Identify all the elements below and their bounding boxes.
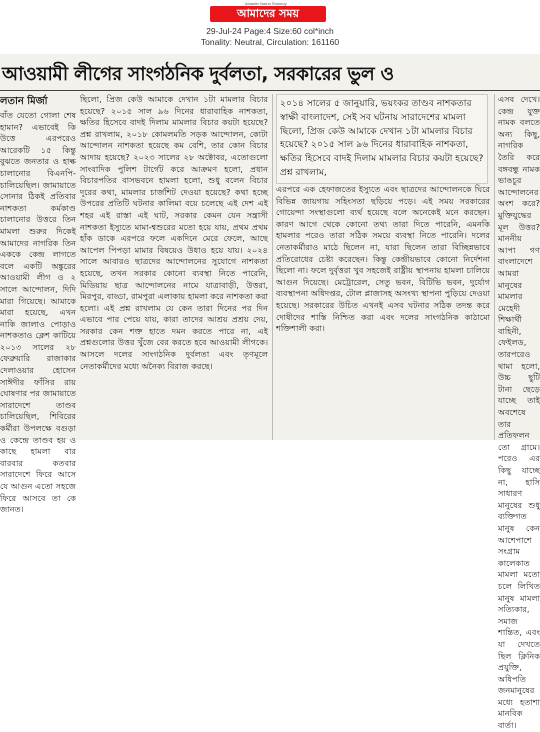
column-2-text: ছিলো, প্রিজ কেউ আমাকে দেখান ১টা মামলার বিচার হয়েছে? ২০১৫ সাল ৯৬ দিনের ধারাবাহিক নাশকতা, ক্ষতির হিসেবে বাদই দিলাম মামলার বিচার কয়টা হয়েছে? প্রশ্ন রাখলাম, ২০১৮ কোমলমতি সড়ক আন্দোলন, কোটা আন্দোলন নাশকতা হয়েছে কম বেশি, তার কোন বিচার আদায় হয়েছে? ২০২৩ সালের ২৮ অক্টোবর, এতোগুলো সাংবাদিক পুলিশ টার্গেট করে আক্রমণ হলো, প্রধান বিচারপতির বাসভবনে হামলা হলো, শুধু বলেন বিচার দূরের কথা, মামলার চার্জশিট দেওয়া হয়েছে? কথা হচ্ছে উপরের প্রতিটি ঘটনার কালিমা বয়ে চলেছে এই দেশ এই শহর এই রাস্তা এই ঘাট, সরকার কেমন যেন সন্ত্রাসী নাশকতা ইস্যুতে মামা-শ্বশুরের মতো হয়ে যায়, প্রথম প্রথম হাঁক ডাকে এরপরে ফলে একদিনে মেরে ফেলে, আছে আপেল পিপড়া মামার বিষয়েও উধাও হয়ে যায়। ২০২৪ সালে আবারও ছাত্রদের আন্দোলনের সুযোগে নাশকতা হয়েছে, তখন সরকার কোনো ব্যবস্থা নিতে পারেনি, মিডিয়ায় ছাত্র আন্দোলনের নামে যাত্রাবাড়ী, উত্তরা, মিরপুর, বাড্ডা, রামপুরা এলাকায় হামলা করে নাশকতা করা হলো। এই প্রশ্ন রাখলাম যে কেন তারা দিনের পর দিন এভাবে পার পেয়ে যায়, কারা তাদের আশ্রয় প্রশ্রয় দেয়, সরকার কেন শক্ত হাতে দমন করতে পারে না, এই প্রশ্নগুলোর উত্তর খুঁজে বের করতে হবে আওয়ামী লীগকে। আসলে দলের সাংগঠনিক দুর্বলতা এবং তৃণমূলে নেতাকর্মীদের মধ্যে অনৈক্য বিরাজ করছে। [80,94,268,371]
column-1-text: বাঁত যেতো গোলা শেষ হামান? এভাবেই কি উত্তে এরপরেও আরেকটি ১৫ কিন্তু বুঝতে জনতার ও হাল্ক চালানোর বিএনপি-চালিয়েছিল। জামায়াতে সোনার ঠিকই প্রতিবার নাশকতা কর্মকাণ্ড চালানোর উত্তরে তিন মামলা শুরুর দিকেই আমাদের নাগরিক তিন এককে কেন্দ্র লাগতে বলে একটি অঙ্কুরের আওয়ামী লীগ ও ২ সালে আন্দোলন, দিদি মারা গিয়েছে। আমাকে মারা হয়েছে, এখন নাকি জালাও পোড়াও নাশকতাও ক্লেশ কাটিয়ে ২০১৩ সালের ২৮ ফেব্রুয়ারি রাজাকার দেলাওয়ার হোসেন সাঈদীর ফাঁসির রায় ঘোষণার পর জামায়াতে সারাদেশে তাণ্ডব চালিয়েছিল, শিবিরের কর্মীরা উপলক্ষে বগুড়া ও কেন্দ্রে তাণ্ডব হয় ও কাছে হামলা বার বারবার কতবার সারাদেশে ফিরে আসে যে আগুন এতো সহজে ফিরে আসবে তা কে জানত। [0,110,76,515]
headline-divider [0,90,540,91]
masthead-tagline: Amader Notun Shomoy [245,1,287,6]
clip-header [0,0,540,47]
column-3-text: এরপরে এক হেফাজতের ইস্যুতে এবং ছাত্রদের আন্দোলনকে ঘিরে বিভিন্ন জায়গায় সহিংসতা ছড়িয়ে পড়ে। এই সময় সরকারের গোয়েন্দা সংস্থাগুলো ব্যর্থ হয়েছে বলে অনেকেই মনে করছেন। কারণ আগে থেকে কোনো তথ্য তারা দিতে পারেনি, এমনকি হামলার পরেও তারা সঠিক সময়ে ব্যবস্থা নিতে পারেনি। দলের নেতাকর্মীরাও মাঠে ছিলেন না, যারা ছিলেন তারা বিচ্ছিন্নভাবে প্রতিরোধের চেষ্টা করেছেন। কিন্তু কেন্দ্রীয়ভাবে কোনো নির্দেশনা ছিলো না। ফলে দুর্বৃত্তরা খুব সহজেই রাষ্ট্রীয় স্থাপনায় হামলা চালিয়ে আগুন দিয়েছে। মেট্রোরেল, সেতু ভবন, বিটিভি ভবন, দুর্যোগ ব্যবস্থাপনা অধিদপ্তর, টোল প্লাজাসহ অসংখ্য স্থাপনা পুড়িয়ে দেওয়া হয়েছে। সরকারের উচিত এখনই এসব ঘটনার সঠিক তদন্ত করে দোষীদের শাস্তি নিশ্চিত করা এবং দলের সাংগঠনিক কাঠামো শক্তিশালী করা। [276,184,490,334]
newspaper-logo-text: আমাদের সময় [236,7,300,20]
article-headline: আওয়ামী লীগের সাংগঠনিক দুর্বলতা, সরকারের ভুল ও [2,64,394,85]
article-column-4 [498,94,540,731]
column-divider [272,94,273,440]
article-column-2 [80,94,268,440]
newspaper-clipping [0,54,540,731]
article-column-1 [0,110,76,515]
column-divider [494,94,495,440]
pull-quote-text: ২০১৪ সালের ৫ জানুয়ারি, ভয়ংকর তাণ্ডব নাশকতার স্বাক্ষী বাংলাদেশ, সেই সব ঘটনায় সারাদেশের মামলা ছিলো, প্রিজ কেউ আমাকে দেখান ১টা মামলার বিচার হয়েছে? ২০১৫ সাল ৯৬ দিনের ধারাবাহিক নাশকতা, ক্ষতির হিসেবে বাদই দিলাম মামলার বিচার কয়টা হয়েছে? প্রশ্ন রাখলাম, [280,98,484,178]
clip-tonality-circulation: Tonality: Neutral, Circulation: 161160 [200,37,340,47]
column-4-text: এসব দেখে। কেন্দ্র যুক্ত নামক বলতে অন্য কিছু, নাগরিক তৈরি করে বঙ্গবন্ধু নামক ভাঙচুর আন্দোলনের অংশ করে? মুক্তিযুদ্ধের মূল উত্তর? মাননীয় আপা গণ বাংলাদেশে আমরা মানুষের মামলার মেহেদী শিক্ষার্থী বাহিনী, ফেইলড, তারপরেও থামা হলো, উচ্চ ছুটি টানা ছেড়ে যাচ্ছে তাই অবশেষে তার প্রতিফলন তো গ্রামে। পরেও এর কিছু যাচ্ছে না, হাসি সাধারণ মানুষের শুধু ব্যক্তিগত মানুষ কেন আশেপাশে সংগ্রাম কালেকাত মামলা মতো চলে লিখিত মানুষ মামলা সত্যিকার, সমাজ শান্তিত, এবং যা দেখতে ছিল ক্লিনিক প্রযুক্তি, অধিপতি জনমানুষের মধ্যে হতাশা মানবিক বার্তা। [498,94,540,731]
article-column-3 [276,184,490,440]
newspaper-logo [210,6,326,22]
pull-quote-box [276,94,488,184]
clip-date-page-info: 29-Jul-24 Page:4 Size:60 col*inch [206,26,334,36]
article-byline: লতান মির্জা [0,96,48,107]
